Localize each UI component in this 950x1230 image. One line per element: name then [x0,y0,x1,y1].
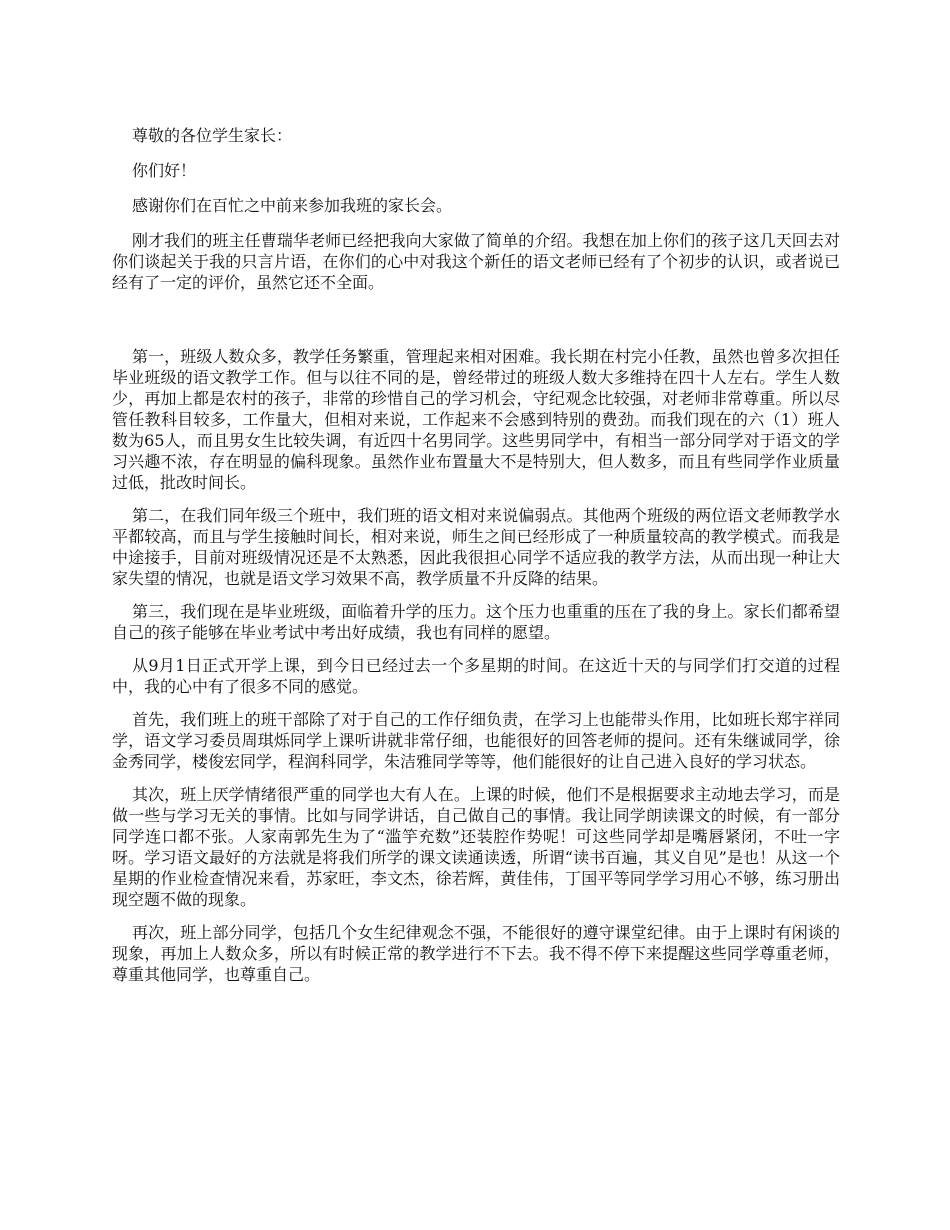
paragraph-first-point: 第一，班级人数众多，教学任务繁重，管理起来相对困难。我长期在村完小任教，虽然也曾多次担任毕业班级的语文教学工作。但与以往不同的是，曾经带过的班级人数大多维持在四十人左右。学生人数少，再加上都是农村的孩子，非常的珍惜自己的学习机会，守纪观念比较强，对老师非常尊重。所以尽管任教科目较多，工作量大，但相对来说，工作起来不会感到特别的费劲。而我们现在的六（1）班人数为65人，而且男女生比较失调，有近四十名男同学。这些男同学中，有相当一部分同学对于语文的学习兴趣不浓，存在明显的偏科现象。虽然作业布置量大不是特别大，但人数多，而且有些同学作业质量过低，批改时间长。 [112,347,840,492]
hello-line: 你们好！ [132,161,197,180]
intro-paragraph: 刚才我们的班主任曹瑞华老师已经把我向大家做了简单的介绍。我想在加上你们的孩子这几天回去对你们谈起关于我的只言片语，在你们的心中对我这个新任的语文老师已经有了个初步的认识，或者说已经有了一定的评价，虽然它还不全面。 [112,231,840,292]
paragraph-semester-start: 从9月1日正式开学上课，到今日已经过去一个多星期的时间。在这近十天的与同学们打交道的过程中，我的心中有了很多不同的感觉。 [112,656,840,696]
paragraph-thirdly: 再次，班上部分同学，包括几个女生纪律观念不强，不能很好的遵守课堂纪律。由于上课时有闲谈的现象，再加上人数众多，所以有时候正常的教学进行不下去。我不得不停下来提醒这些同学尊重老师，尊重其他同学，也尊重自己。 [112,923,840,984]
thanks-line: 感谢你们在百忙之中前来参加我班的家长会。 [132,196,453,215]
paragraph-second-point: 第二，在我们同年级三个班中，我们班的语文相对来说偏弱点。其他两个班级的两位语文老师教学水平都较高，而且与学生接触时间长，相对来说，师生之间已经形成了一种质量较高的教学模式。而我是中途接手，目前对班级情况还是不太熟悉，因此我很担心同学不适应我的教学方法，从而出现一种让大家失望的情况，也就是语文学习效果不高，教学质量不升反降的结果。 [112,506,840,588]
document-body [112,125,840,997]
paragraph-secondly: 其次，班上厌学情绪很严重的同学也大有人在。上课的时候，他们不是根据要求主动地去学习，而是做一些与学习无关的事情。比如与同学讲话，自己做自己的事情。我让同学朗读课文的时候，有一部分同学连口都不张。人家南郭先生为了“滥竽充数”还装腔作势呢！可这些同学却是嘴唇紧闭，不吐一字呀。学习语文最好的方法就是将我们所学的课文读通读透，所谓“读书百遍，其义自见”是也！从这一个星期的作业检查情况来看，苏家旺，李文杰，徐若辉，黄佳伟，丁国平等同学学习用心不够，练习册出现空题不做的现象。 [112,785,840,909]
paragraph-firstly: 首先，我们班上的班干部除了对于自己的工作仔细负责，在学习上也能带头作用，比如班长郑宇祥同学，语文学习委员周琪烁同学上课听讲就非常仔细，也能很好的回答老师的提问。还有朱继诚同学，徐金秀同学，楼俊宏同学，程润科同学，朱洁雅同学等等，他们能很好的让自己进入良好的学习状态。 [112,710,840,771]
paragraph-third-point: 第三，我们现在是毕业班级，面临着升学的压力。这个压力也重重的压在了我的身上。家长们都希望自己的孩子能够在毕业考试中考出好成绩，我也有同样的愿望。 [112,602,840,642]
salutation: 尊敬的各位学生家长： [132,126,293,145]
